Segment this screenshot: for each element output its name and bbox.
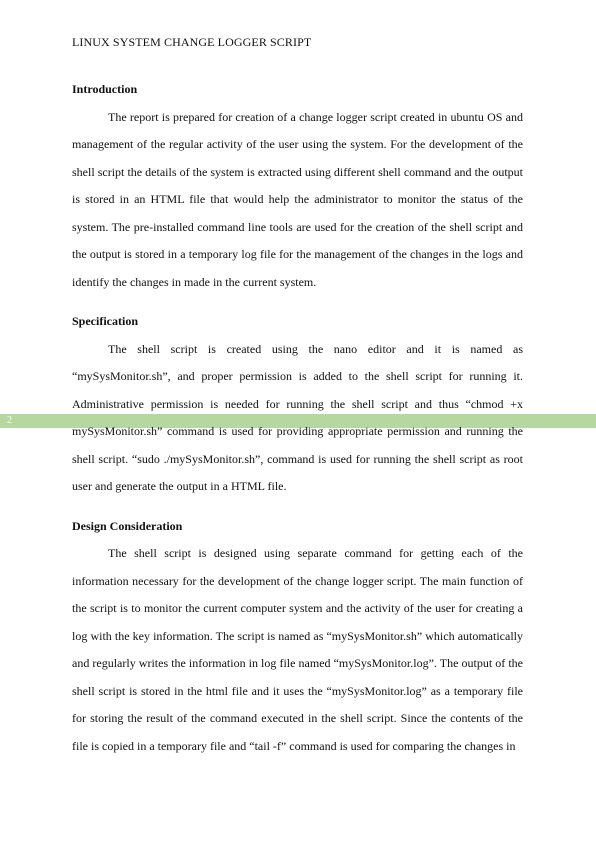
page-number: 2 — [7, 415, 12, 426]
document-body — [72, 76, 523, 772]
section-heading: Design Consideration — [72, 518, 183, 533]
running-head: LINUX SYSTEM CHANGE LOGGER SCRIPT — [72, 35, 312, 49]
section-introduction — [72, 76, 523, 296]
section-paragraph: The shell script is designed using separate command for getting each of the information necessary for the development of the change logger script. The main function of the script is to monitor the current computer system and the activity of the user for creating a log with the key information. The script is named as “mySysMonitor.sh” which automatically and regularly writes the information in log file named “mySysMonitor.log”. The output of the shell script is stored in the html file and it uses the “mySysMonitor.log” as a temporary file for storing the result of the command executed in the shell script. Since the contents of the file is copied in a temporary file and “tail -f” command is used for comparing the changes in — [72, 546, 523, 753]
section-heading: Specification — [72, 314, 138, 328]
section-design-consideration — [72, 513, 523, 761]
section-paragraph: The report is prepared for creation of a change logger script created in ubuntu OS and management of the regular activity of the user using the system. For the development of the shell script the details of the system is extracted using different shell command and the output is stored in an HTML file that would help the administrator to monitor the status of the system. The pre-installed command line tools are used for the creation of the shell script and the output is stored in a temporary log file for the management of the changes in the logs and identify the changes in made in the current system. — [72, 109, 523, 289]
section-paragraph: The shell script is created using the nano editor and it is named as “mySysMonitor.sh”, and proper permission is added to the shell script for running it. Administrative permission is needed for running the shell script and thus “chmod +x mySysMonitor.sh” command is used for providing appropriate permission and running the shell script. “sudo ./mySysMonitor.sh”, command is used for running the shell script as root user and generate the output in a HTML file. — [72, 341, 523, 493]
section-heading: Introduction — [72, 82, 138, 96]
section-specification — [72, 308, 523, 501]
